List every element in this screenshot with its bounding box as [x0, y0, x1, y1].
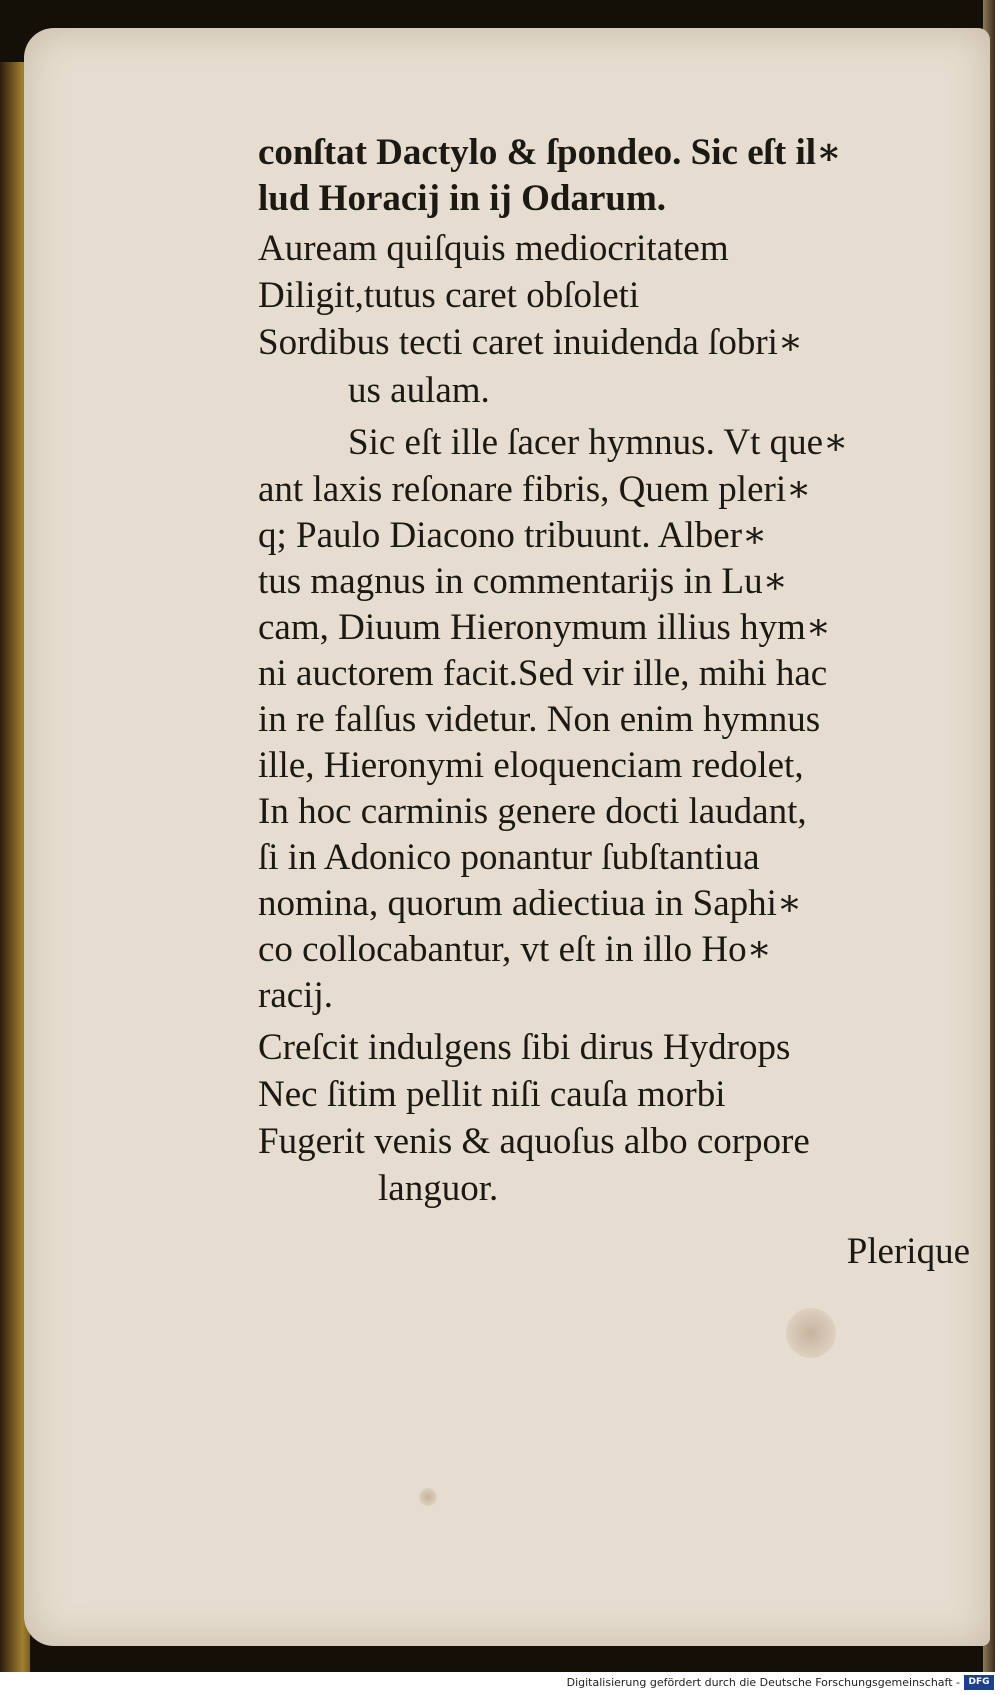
verse-line: us aulam.: [348, 370, 490, 411]
text-line: q; Paulo Diacono tribuunt. Alber∗: [258, 515, 768, 556]
catchword: Plerique: [846, 1231, 970, 1272]
verse-line: Diligit,tutus caret obſoleti: [258, 275, 640, 316]
text-line: tus magnus in commentarijs in Lu∗: [258, 561, 788, 602]
paper-stain: [786, 1308, 836, 1358]
text-line: racij.: [258, 975, 333, 1016]
text-line: ille, Hieronymi eloquenciam redolet,: [258, 745, 804, 786]
text-line: ſi in Adonico ponantur ſubſtantiua: [258, 837, 760, 878]
text-line: nomina, quorum adiectiua in Saphi∗: [258, 883, 803, 924]
paper-stain: [419, 1488, 437, 1506]
verse-line: Auream quiſquis mediocritatem: [258, 228, 729, 269]
footer-bar: [0, 1672, 1000, 1695]
dfg-logo: DFG: [964, 1675, 994, 1690]
funding-credit: Digitalisierung gefördert durch die Deutsche Forschungsgemeinschaft -: [566, 1676, 960, 1689]
verse-line: Nec ſitim pellit niſi cauſa morbi: [258, 1074, 726, 1115]
text-line: conſtat Dactylo & ſpondeo. Sic eſt il∗: [258, 132, 842, 173]
verse-line: Fugerit venis & aquoſus albo corpore: [258, 1121, 810, 1162]
verse-line: languor.: [378, 1168, 499, 1209]
text-line: Sic eſt ille ſacer hymnus. Vt que∗: [348, 422, 849, 463]
text-line: co collocabantur, vt eſt in illo Ho∗: [258, 929, 772, 970]
text-line: ant laxis reſonare fibris, Quem pleri∗: [258, 469, 812, 510]
text-line: in re falſus videtur. Non enim hymnus: [258, 699, 821, 740]
verse-line: Creſcit indulgens ſibi dirus Hydrops: [258, 1027, 791, 1068]
text-line: cam, Diuum Hieronymum illius hym∗: [258, 607, 831, 648]
text-line: ni auctorem facit.Sed vir ille, mihi hac: [258, 653, 828, 694]
text-line: lud Horacij in ij Odarum.: [258, 178, 667, 219]
verse-line: Sordibus tecti caret inuidenda ſobri∗: [258, 322, 804, 363]
text-line: In hoc carminis genere docti laudant,: [258, 791, 807, 832]
